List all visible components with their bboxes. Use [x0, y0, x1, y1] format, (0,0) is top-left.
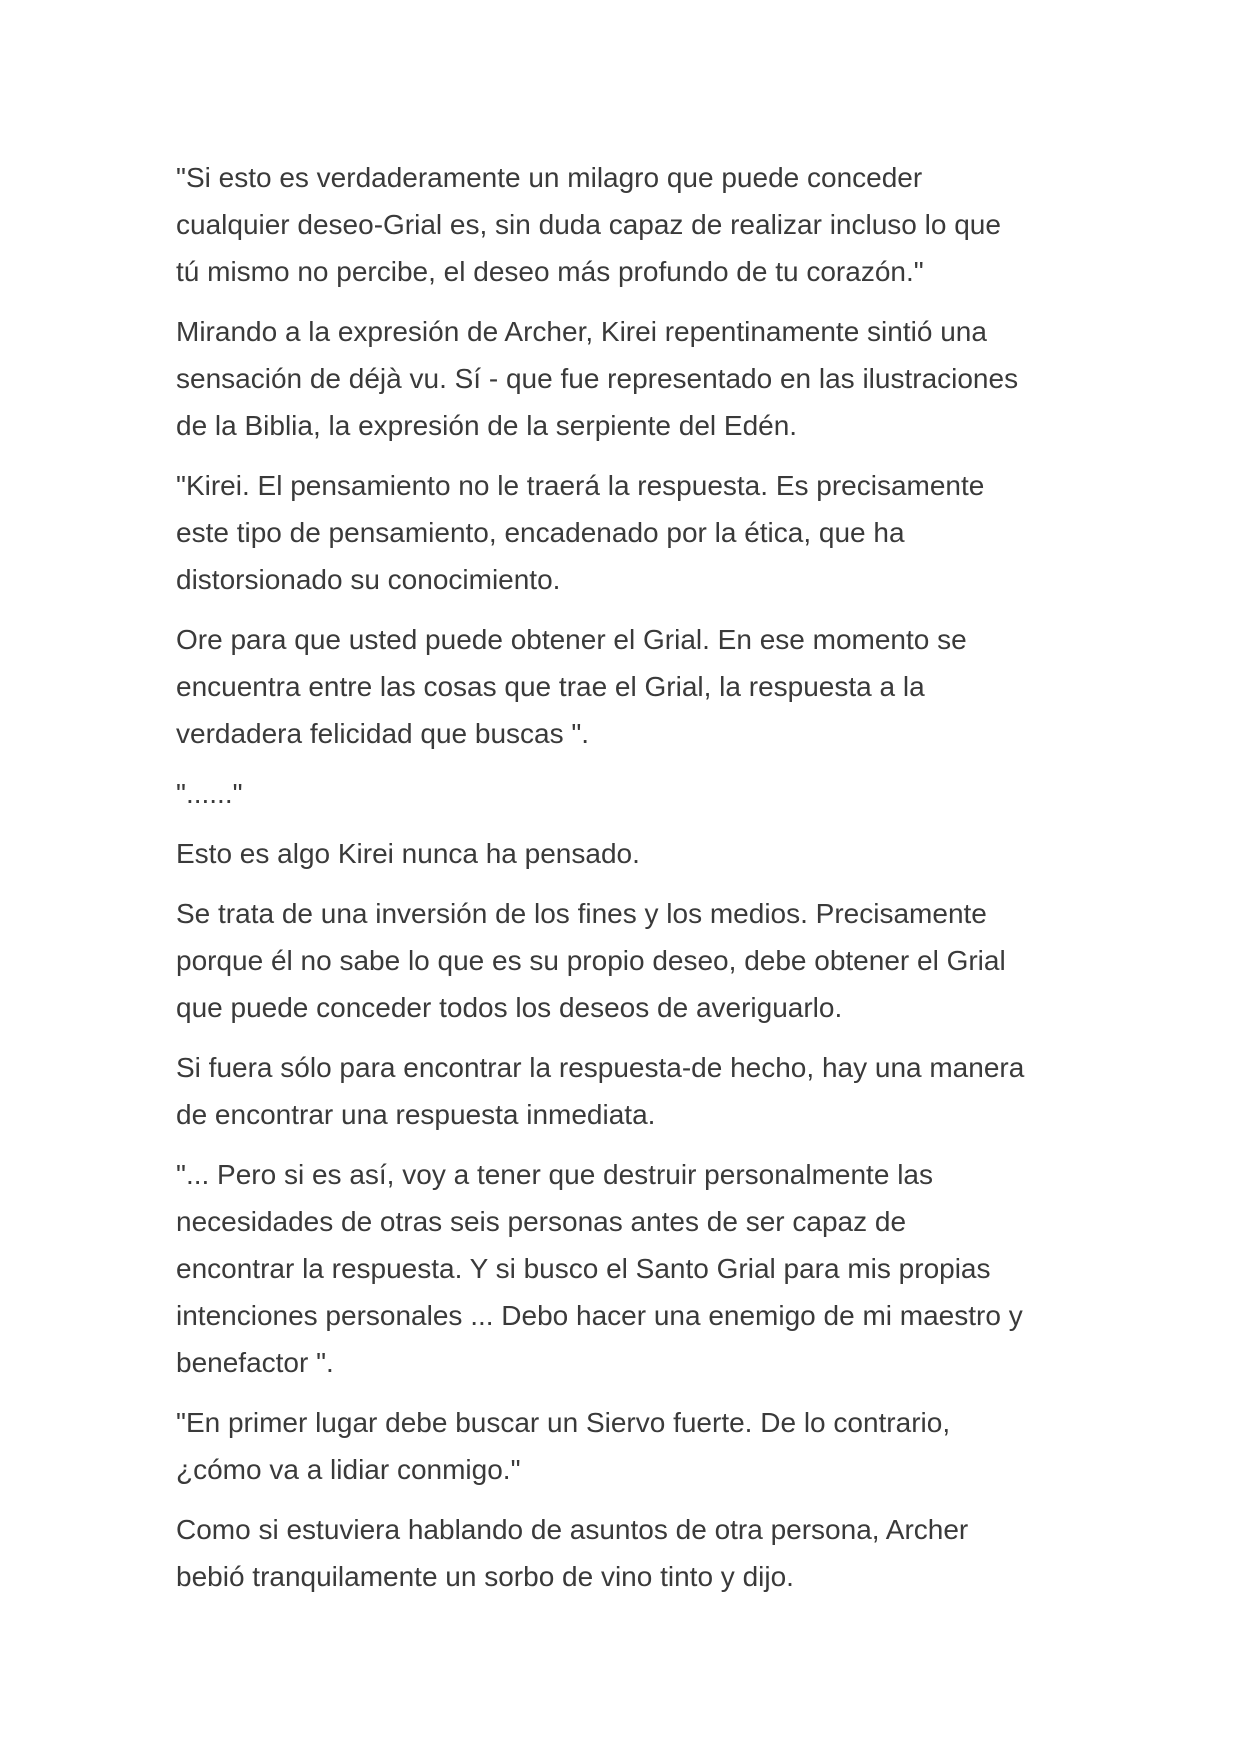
text-line: "Si esto es verdaderamente un milagro que puede conceder — [176, 162, 923, 193]
text-line: cualquier deseo-Grial es, sin duda capaz de realizar incluso lo que — [176, 209, 1001, 240]
text-line: que puede conceder todos los deseos de averiguarlo. — [176, 992, 843, 1023]
text-line: intenciones personales ... Debo hacer una enemigo de mi maestro y — [176, 1300, 1023, 1331]
text-line: verdadera felicidad que buscas ". — [176, 718, 590, 749]
text-line: Si fuera sólo para encontrar la respuesta-de hecho, hay una manera — [176, 1052, 1025, 1083]
text-line: de la Biblia, la expresión de la serpiente del Edén. — [176, 410, 798, 441]
text-line: ¿cómo va a lidiar conmigo." — [176, 1454, 521, 1485]
text-line: "......" — [176, 778, 243, 809]
paragraph — [176, 1506, 1076, 1600]
text-line: bebió tranquilamente un sorbo de vino tinto y dijo. — [176, 1561, 794, 1592]
body-text — [176, 154, 1076, 1613]
text-line: este tipo de pensamiento, encadenado por la ética, que ha — [176, 517, 905, 548]
paragraph — [176, 830, 1076, 877]
paragraph — [176, 1151, 1076, 1386]
paragraph — [176, 616, 1076, 757]
text-line: Se trata de una inversión de los fines y los medios. Precisamente — [176, 898, 987, 929]
text-line: Como si estuviera hablando de asuntos de otra persona, Archer — [176, 1514, 969, 1545]
text-line: sensación de déjà vu. Sí - que fue representado en las ilustraciones — [176, 363, 1019, 394]
text-line: tú mismo no percibe, el deseo más profundo de tu corazón." — [176, 256, 924, 287]
text-line: necesidades de otras seis personas antes de ser capaz de — [176, 1206, 907, 1237]
paragraph — [176, 462, 1076, 603]
paragraph — [176, 1399, 1076, 1493]
text-line: "Kirei. El pensamiento no le traerá la respuesta. Es precisamente — [176, 470, 985, 501]
text-line: Ore para que usted puede obtener el Grial. En ese momento se — [176, 624, 967, 655]
text-line: distorsionado su conocimiento. — [176, 564, 561, 595]
paragraph — [176, 890, 1076, 1031]
text-line: Mirando a la expresión de Archer, Kirei repentinamente sintió una — [176, 316, 987, 347]
text-line: benefactor ". — [176, 1347, 334, 1378]
paragraph — [176, 308, 1076, 449]
text-line: Esto es algo Kirei nunca ha pensado. — [176, 838, 640, 869]
paragraph — [176, 154, 1076, 295]
paragraph — [176, 1044, 1076, 1138]
paragraph — [176, 770, 1076, 817]
text-line: encuentra entre las cosas que trae el Grial, la respuesta a la — [176, 671, 925, 702]
text-line: "En primer lugar debe buscar un Siervo fuerte. De lo contrario, — [176, 1407, 951, 1438]
text-line: "... Pero si es así, voy a tener que destruir personalmente las — [176, 1159, 933, 1190]
text-line: encontrar la respuesta. Y si busco el Santo Grial para mis propias — [176, 1253, 991, 1284]
text-line: porque él no sabe lo que es su propio deseo, debe obtener el Grial — [176, 945, 1006, 976]
text-line: de encontrar una respuesta inmediata. — [176, 1099, 656, 1130]
